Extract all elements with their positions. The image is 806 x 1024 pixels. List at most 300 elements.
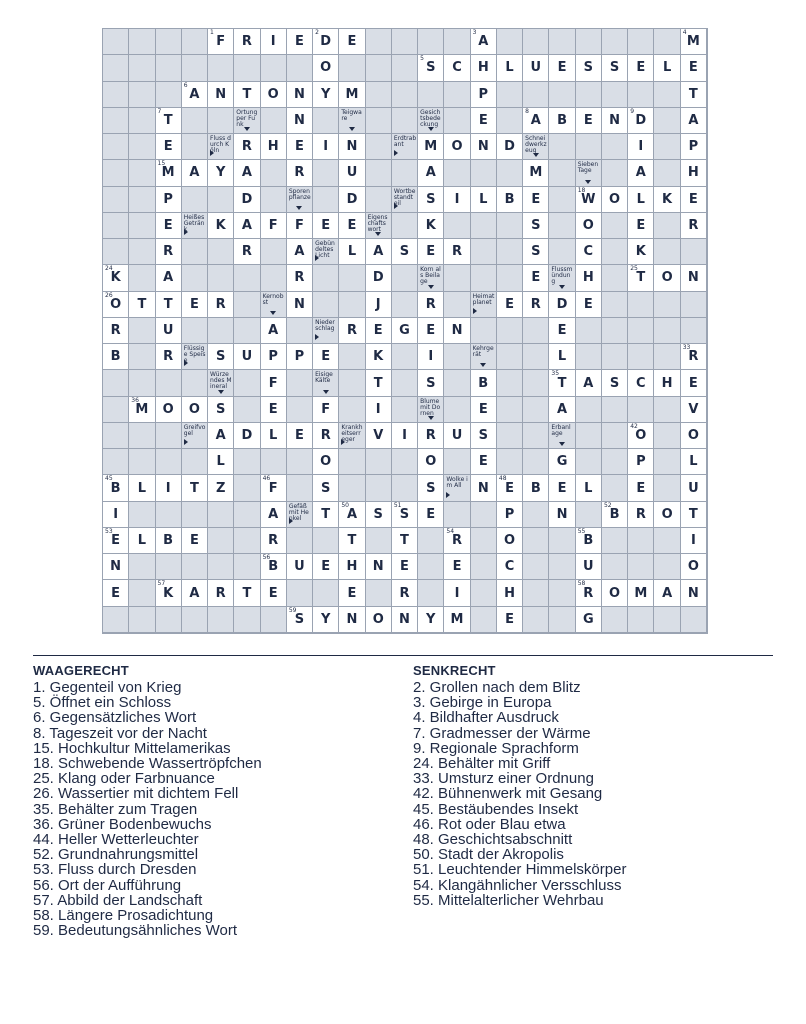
letter-cell [681, 580, 707, 606]
empty-cell [287, 55, 313, 81]
cell-letter: N [687, 270, 699, 286]
cell-letter: T [242, 585, 252, 601]
letter-cell [654, 502, 680, 528]
empty-cell [208, 554, 234, 580]
cell-letter: E [583, 112, 593, 128]
letter-cell [471, 187, 497, 213]
letter-cell [339, 580, 365, 606]
letter-cell [366, 344, 392, 370]
clue-text: Heißes Getränk [183, 213, 205, 233]
letter-cell [444, 607, 470, 633]
cell-letter: K [373, 349, 384, 365]
empty-cell [602, 29, 628, 55]
cell-letter: I [454, 191, 460, 207]
empty-cell [313, 580, 339, 606]
empty-cell [392, 370, 418, 396]
letter-cell [182, 82, 208, 108]
empty-cell [444, 160, 470, 186]
cell-letter: E [688, 191, 698, 207]
letter-cell [549, 55, 575, 81]
empty-cell [654, 29, 680, 55]
empty-cell [156, 423, 182, 449]
cell-number: 3 [472, 29, 477, 36]
empty-cell [628, 554, 654, 580]
empty-cell [602, 475, 628, 501]
empty-cell [129, 213, 155, 239]
empty-cell [418, 29, 444, 55]
letter-cell [156, 213, 182, 239]
empty-cell [497, 318, 523, 344]
cell-letter: R [635, 506, 646, 522]
letter-cell [287, 607, 313, 633]
letter-cell [418, 475, 444, 501]
cell-letter: Y [320, 611, 331, 627]
letter-cell [602, 187, 628, 213]
cell-number: 54 [446, 527, 455, 535]
empty-cell [182, 554, 208, 580]
clue-cell [313, 318, 339, 344]
cell-letter: B [504, 191, 515, 207]
cell-letter: S [426, 375, 436, 391]
cell-number: 46 [262, 475, 271, 483]
letter-cell [628, 134, 654, 160]
cell-letter: T [636, 270, 646, 286]
empty-cell [366, 82, 392, 108]
cell-letter: O [451, 139, 463, 155]
letter-cell [497, 607, 523, 633]
letter-cell [681, 265, 707, 291]
letter-cell [366, 318, 392, 344]
cell-letter: G [582, 611, 594, 627]
letter-cell [681, 502, 707, 528]
across-clues [33, 663, 403, 938]
empty-cell [156, 449, 182, 475]
letter-cell [156, 134, 182, 160]
clue-cell [444, 475, 470, 501]
empty-cell [418, 554, 444, 580]
letter-cell [576, 187, 602, 213]
empty-cell [287, 370, 313, 396]
empty-cell [339, 292, 365, 318]
arrow-down-icon [270, 311, 276, 315]
arrow-right-icon [446, 492, 450, 498]
cell-letter: K [425, 217, 436, 233]
empty-cell [234, 528, 260, 554]
down-clue: 33. Umsturz einer Ordnung [413, 770, 594, 788]
empty-cell [576, 449, 602, 475]
letter-cell [339, 187, 365, 213]
letter-cell [497, 502, 523, 528]
empty-cell [576, 134, 602, 160]
empty-cell [602, 292, 628, 318]
letter-cell [444, 554, 470, 580]
letter-cell [366, 607, 392, 633]
cell-letter: A [189, 165, 200, 181]
across-clue: 26. Wassertier mit dichtem Fell [33, 785, 239, 803]
cell-letter: A [530, 112, 541, 128]
empty-cell [471, 160, 497, 186]
letter-cell [681, 55, 707, 81]
clue-text: Kernobst [262, 292, 284, 306]
empty-cell [523, 554, 549, 580]
cell-number: 15 [157, 160, 166, 168]
cell-letter: C [504, 559, 515, 575]
cell-letter: E [189, 296, 199, 312]
empty-cell [234, 55, 260, 81]
letter-cell [681, 187, 707, 213]
cell-letter: E [557, 60, 567, 76]
letter-cell [681, 370, 707, 396]
empty-cell [628, 82, 654, 108]
letter-cell [444, 134, 470, 160]
letter-cell [602, 370, 628, 396]
cell-letter: S [531, 244, 541, 260]
empty-cell [444, 82, 470, 108]
empty-cell [654, 607, 680, 633]
cell-letter: N [110, 559, 122, 575]
letter-cell [602, 580, 628, 606]
cell-letter: O [110, 296, 122, 312]
letter-cell [261, 213, 287, 239]
arrow-right-icon [394, 150, 398, 156]
cell-letter: T [347, 533, 357, 549]
letter-cell [418, 502, 444, 528]
cell-letter: P [636, 454, 646, 470]
cell-letter: N [293, 296, 305, 312]
letter-cell [366, 370, 392, 396]
empty-cell [497, 108, 523, 134]
empty-cell [654, 82, 680, 108]
empty-cell [182, 29, 208, 55]
empty-cell [287, 528, 313, 554]
letter-cell [287, 134, 313, 160]
clue-text: Eisige Kälte [315, 371, 333, 385]
cell-letter: E [426, 244, 436, 260]
cell-letter: C [583, 244, 594, 260]
letter-cell [287, 423, 313, 449]
letter-cell [681, 29, 707, 55]
cell-letter: O [425, 454, 437, 470]
cell-letter: V [688, 401, 699, 417]
cell-number: 24 [105, 265, 113, 273]
cell-letter: N [687, 585, 699, 601]
empty-cell [103, 187, 129, 213]
across-clue: 53. Fluss durch Dresden [33, 861, 197, 879]
empty-cell [654, 318, 680, 344]
cell-letter: K [662, 191, 673, 207]
cell-letter: G [399, 322, 410, 338]
empty-cell [418, 528, 444, 554]
cell-letter: T [373, 375, 383, 391]
cell-letter: R [320, 428, 331, 444]
cell-letter: E [505, 296, 514, 312]
down-clue: 50. Stadt der Akropolis [413, 846, 564, 864]
letter-cell [103, 318, 129, 344]
letter-cell [234, 187, 260, 213]
cell-letter: M [424, 139, 438, 155]
letter-cell [313, 55, 339, 81]
empty-cell [313, 292, 339, 318]
empty-cell [602, 344, 628, 370]
arrow-down-icon [428, 285, 434, 289]
letter-cell [654, 580, 680, 606]
clue-text: Korn als Beilage [420, 266, 441, 286]
cell-letter: N [215, 86, 227, 102]
arrow-down-icon [349, 127, 355, 131]
letter-cell [339, 82, 365, 108]
cell-letter: O [267, 86, 279, 102]
empty-cell [234, 292, 260, 318]
cell-letter: M [634, 585, 648, 601]
empty-cell [392, 397, 418, 423]
cell-letter: H [477, 60, 489, 76]
cell-letter: B [110, 480, 121, 496]
cell-letter: A [215, 428, 226, 444]
empty-cell [313, 265, 339, 291]
clue-cell [549, 423, 575, 449]
letter-cell [602, 55, 628, 81]
cell-letter: E [321, 559, 331, 575]
empty-cell [313, 160, 339, 186]
empty-cell [628, 397, 654, 423]
clue-text: Gefäß mit Henkel [288, 502, 309, 522]
empty-cell [129, 607, 155, 633]
across-clue: 25. Klang oder Farbnuance [33, 770, 215, 788]
empty-cell [208, 265, 234, 291]
letter-cell [156, 580, 182, 606]
empty-cell [234, 554, 260, 580]
letter-cell [444, 580, 470, 606]
letter-cell [234, 344, 260, 370]
cell-number: 45 [105, 475, 113, 483]
letter-cell [418, 187, 444, 213]
across-clue-list [33, 680, 403, 938]
cell-letter: U [530, 60, 542, 76]
letter-cell [261, 423, 287, 449]
across-clue: 44. Heller Wetterleuchter [33, 831, 199, 849]
letter-cell [287, 292, 313, 318]
clue-cell [549, 265, 575, 291]
letter-cell [549, 475, 575, 501]
letter-cell [418, 292, 444, 318]
letter-cell [339, 160, 365, 186]
cell-number: 18 [577, 186, 586, 194]
cell-letter: A [373, 244, 384, 260]
cell-letter: I [638, 139, 644, 155]
cell-letter: L [689, 454, 698, 470]
letter-cell [129, 528, 155, 554]
cell-letter: A [268, 506, 279, 522]
empty-cell [129, 134, 155, 160]
empty-cell [339, 265, 365, 291]
letter-cell [471, 82, 497, 108]
cell-letter: H [504, 585, 515, 601]
empty-cell [549, 554, 575, 580]
cell-letter: E [426, 506, 436, 522]
letter-cell [444, 528, 470, 554]
cell-letter: R [452, 244, 463, 260]
empty-cell [497, 160, 523, 186]
empty-cell [523, 423, 549, 449]
down-clue: 7. Gradmesser der Wärme [413, 724, 591, 742]
clue-text: Flüssige Speise [183, 345, 206, 365]
letter-cell [523, 160, 549, 186]
empty-cell [103, 449, 129, 475]
down-clue: 54. Klangähnlicher Versschluss [413, 876, 622, 894]
cell-letter: I [375, 401, 381, 417]
cell-letter: S [215, 401, 226, 417]
clue-text: Flussmündung [551, 266, 573, 286]
letter-cell [681, 344, 707, 370]
letter-cell [549, 449, 575, 475]
letter-cell [366, 397, 392, 423]
empty-cell [129, 55, 155, 81]
cell-letter: U [583, 559, 594, 575]
across-clue: 18. Schwebende Wassertröpfchen [33, 755, 262, 773]
letter-cell [287, 108, 313, 134]
letter-cell [208, 580, 234, 606]
clue-cell [392, 134, 418, 160]
cell-letter: A [189, 585, 200, 601]
letter-cell [182, 580, 208, 606]
letter-cell [471, 370, 497, 396]
letter-cell [418, 160, 444, 186]
letter-cell [654, 265, 680, 291]
cell-letter: E [478, 454, 488, 470]
cell-letter: O [609, 191, 621, 207]
arrow-down-icon [428, 127, 434, 131]
empty-cell [549, 528, 575, 554]
arrow-right-icon [315, 334, 319, 340]
letter-cell [392, 554, 418, 580]
across-clue: 52. Grundnahrungsmittel [33, 846, 199, 864]
down-clue: 45. Bestäubendes Insekt [413, 800, 579, 818]
empty-cell [234, 318, 260, 344]
cell-letter: S [426, 480, 436, 496]
letter-cell [523, 475, 549, 501]
empty-cell [234, 265, 260, 291]
cell-number: 7 [157, 107, 162, 115]
cell-letter: L [137, 533, 147, 549]
cell-number: 53 [105, 527, 113, 535]
letter-cell [628, 370, 654, 396]
cell-letter: M [529, 165, 543, 181]
cell-letter: B [609, 506, 620, 522]
cell-letter: E [478, 401, 488, 417]
clue-cell [208, 370, 234, 396]
cell-letter: U [162, 322, 174, 338]
letter-cell [103, 580, 129, 606]
cell-letter: R [399, 585, 410, 601]
arrow-right-icon [341, 439, 345, 445]
cell-letter: T [688, 506, 698, 522]
clue-cell [366, 213, 392, 239]
cell-letter: E [531, 270, 541, 286]
letter-cell [602, 108, 628, 134]
clue-cell [339, 423, 365, 449]
letter-cell [313, 29, 339, 55]
letter-cell [471, 423, 497, 449]
clue-cell [182, 213, 208, 239]
empty-cell [182, 108, 208, 134]
arrow-down-icon [428, 416, 434, 420]
letter-cell [576, 475, 602, 501]
cell-letter: L [557, 349, 567, 365]
letter-cell [156, 292, 182, 318]
cell-letter: L [216, 454, 225, 470]
empty-cell [208, 607, 234, 633]
clue-cell [182, 344, 208, 370]
cell-letter: S [321, 480, 331, 496]
letter-cell [129, 292, 155, 318]
letter-cell [497, 554, 523, 580]
clue-cell [418, 108, 444, 134]
empty-cell [549, 160, 575, 186]
arrow-right-icon [315, 255, 319, 261]
empty-cell [392, 449, 418, 475]
empty-cell [103, 82, 129, 108]
cell-letter: E [478, 112, 488, 128]
cell-letter: H [582, 270, 594, 286]
letter-cell [471, 55, 497, 81]
empty-cell [366, 29, 392, 55]
letter-cell [681, 397, 707, 423]
empty-cell [208, 108, 234, 134]
empty-cell [103, 108, 129, 134]
clue-text: Gesichtsbedeckung [420, 108, 441, 128]
empty-cell [313, 187, 339, 213]
cell-letter: F [216, 34, 226, 50]
letter-cell [156, 187, 182, 213]
cell-letter: D [556, 296, 568, 312]
cell-letter: E [294, 428, 304, 444]
cell-letter: P [294, 349, 305, 365]
cell-letter: O [661, 506, 673, 522]
clue-cell [182, 423, 208, 449]
cell-letter: A [425, 165, 436, 181]
letter-cell [628, 475, 654, 501]
letter-cell [549, 292, 575, 318]
letter-cell [392, 528, 418, 554]
cell-letter: T [688, 86, 698, 102]
across-clue: 56. Ort der Aufführung [33, 876, 182, 894]
cell-letter: A [189, 86, 200, 102]
cell-letter: S [426, 60, 436, 76]
cell-letter: O [320, 60, 332, 76]
cell-letter: K [110, 270, 121, 286]
empty-cell [576, 82, 602, 108]
arrow-down-icon [375, 232, 381, 236]
empty-cell [549, 580, 575, 606]
cell-letter: S [215, 349, 226, 365]
letter-cell [681, 82, 707, 108]
letter-cell [628, 213, 654, 239]
empty-cell [471, 554, 497, 580]
empty-cell [497, 265, 523, 291]
cell-letter: D [635, 112, 647, 128]
letter-cell [366, 502, 392, 528]
letter-cell [549, 502, 575, 528]
empty-cell [287, 397, 313, 423]
cell-letter: A [583, 375, 594, 391]
cell-letter: F [268, 375, 278, 391]
empty-cell [602, 265, 628, 291]
cell-letter: A [346, 506, 357, 522]
cell-number: 55 [577, 527, 586, 535]
letter-cell [339, 607, 365, 633]
cell-number: 58 [577, 580, 586, 588]
empty-cell [444, 449, 470, 475]
